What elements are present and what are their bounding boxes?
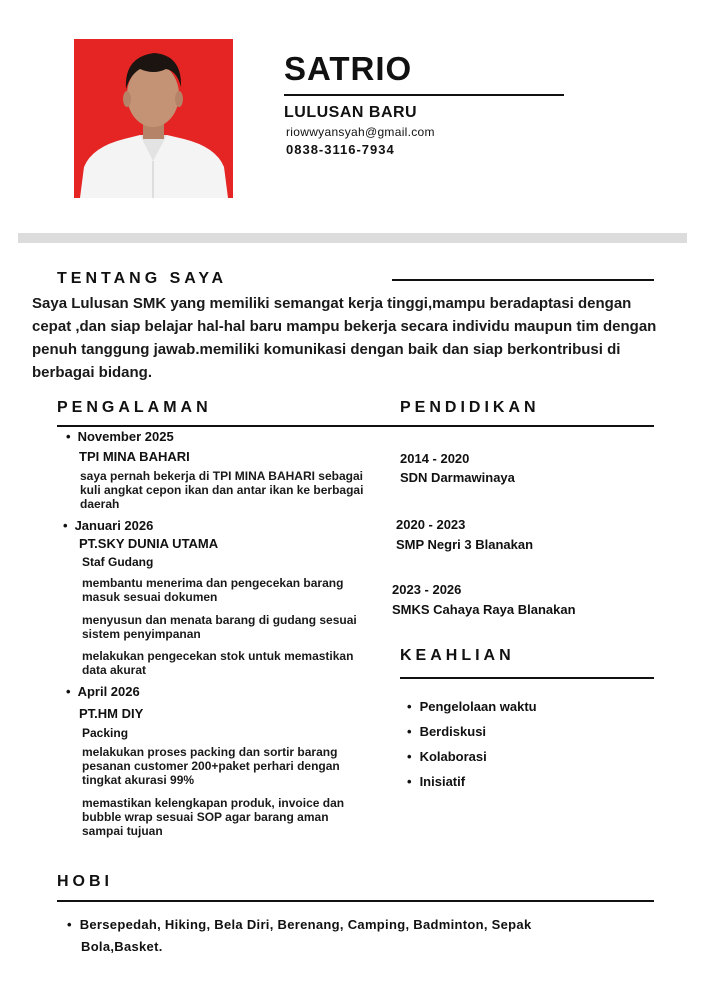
task-line: membantu menerima dan pengecekan barang	[82, 576, 344, 590]
job-description	[80, 469, 363, 511]
job-company: PT.HM DIY	[79, 706, 144, 721]
experience-title: PENGALAMAN	[57, 399, 212, 416]
job-date: • November 2025	[66, 429, 174, 444]
task-line: sistem penyimpanan	[82, 627, 201, 641]
person-silhouette	[74, 39, 233, 198]
hobbies-list	[67, 914, 531, 958]
profile-photo	[74, 39, 233, 198]
education-years: 2020 - 2023	[396, 517, 466, 532]
job-date: • April 2026	[66, 684, 140, 699]
section-divider	[57, 425, 654, 427]
header-band	[18, 233, 687, 243]
hobby-line	[67, 914, 531, 936]
task-line: melakukan proses packing dan sortir barang	[82, 745, 338, 759]
hobbies-divider	[57, 900, 654, 902]
task-line: tingkat akurasi 99%	[82, 773, 195, 787]
task-line: menyusun dan menata barang di gudang sesuai	[82, 613, 357, 627]
education-school: SDN Darmawinaya	[400, 470, 515, 485]
candidate-name: SATRIO	[284, 50, 413, 87]
job-task	[82, 745, 340, 787]
bullet-dot: •	[67, 917, 80, 932]
education-title: PENDIDIKAN	[400, 399, 540, 416]
hobby-text: Bola,Basket.	[81, 939, 163, 954]
task-line: memastikan kelengkapan produk, invoice dan	[82, 796, 345, 810]
desc-line: saya pernah bekerja di TPI MINA BAHARI sebagai	[80, 469, 363, 483]
skills-title: KEAHLIAN	[400, 647, 515, 664]
phone-text: 0838-3116-7934	[286, 142, 395, 157]
job-task	[82, 796, 344, 838]
about-divider	[392, 279, 654, 281]
skill-item: • Berdiskusi	[407, 724, 486, 739]
job-position: Packing	[82, 726, 129, 740]
hobby-text: Bersepedah, Hiking, Bela Diri, Berenang, Camping, Badminton, Sepak	[79, 917, 532, 932]
about-line: Saya Lulusan SMK yang memiliki semangat kerja tinggi,mampu beradaptasi dengan	[32, 295, 632, 312]
education-school: SMKS Cahaya Raya Blanakan	[392, 602, 576, 617]
job-task	[82, 613, 357, 641]
education-years: 2014 - 2020	[400, 451, 470, 466]
task-line: melakukan pengecekan stok untuk memastikan	[82, 649, 354, 663]
job-position: Staf Gudang	[82, 555, 154, 569]
name-divider	[284, 94, 564, 96]
skills-divider	[400, 677, 654, 679]
about-line: penuh tanggung jawab.memiliki komunikasi dengan baik dan siap berkontribusi di	[32, 341, 621, 358]
task-line: sampai tujuan	[82, 824, 163, 838]
job-task	[82, 576, 343, 604]
education-school: SMP Negri 3 Blanakan	[396, 537, 534, 552]
job-task	[82, 649, 353, 677]
about-paragraph	[32, 292, 692, 384]
desc-line: daerah	[80, 497, 120, 511]
task-line: masuk sesuai dokumen	[82, 590, 218, 604]
task-line: data akurat	[82, 663, 147, 677]
skill-item: • Pengelolaan waktu	[407, 699, 537, 714]
job-company: PT.SKY DUNIA UTAMA	[79, 536, 219, 551]
job-date: • Januari 2026	[63, 518, 153, 533]
about-line: berbagai bidang.	[32, 364, 153, 381]
about-line: cepat ,dan siap belajar hal-hal baru mampu bekerja secara individu maupun tim dengan	[32, 318, 657, 335]
candidate-role: LULUSAN BARU	[284, 104, 418, 121]
job-company: TPI MINA BAHARI	[79, 449, 190, 464]
skill-item: • Inisiatif	[407, 774, 465, 789]
task-line: pesanan customer 200+paket perhari dengan	[82, 759, 340, 773]
hobby-line	[67, 936, 531, 958]
skill-item: • Kolaborasi	[407, 749, 487, 764]
email-text: riowwyansyah@gmail.com	[286, 125, 435, 139]
task-line: bubble wrap sesuai SOP agar barang aman	[82, 810, 329, 824]
education-years: 2023 - 2026	[392, 582, 462, 597]
hobbies-title: HOBI	[57, 873, 113, 890]
about-title: TENTANG SAYA	[57, 270, 228, 287]
desc-line: kuli angkat cepon ikan dan antar ikan ke berbagai	[80, 483, 364, 497]
